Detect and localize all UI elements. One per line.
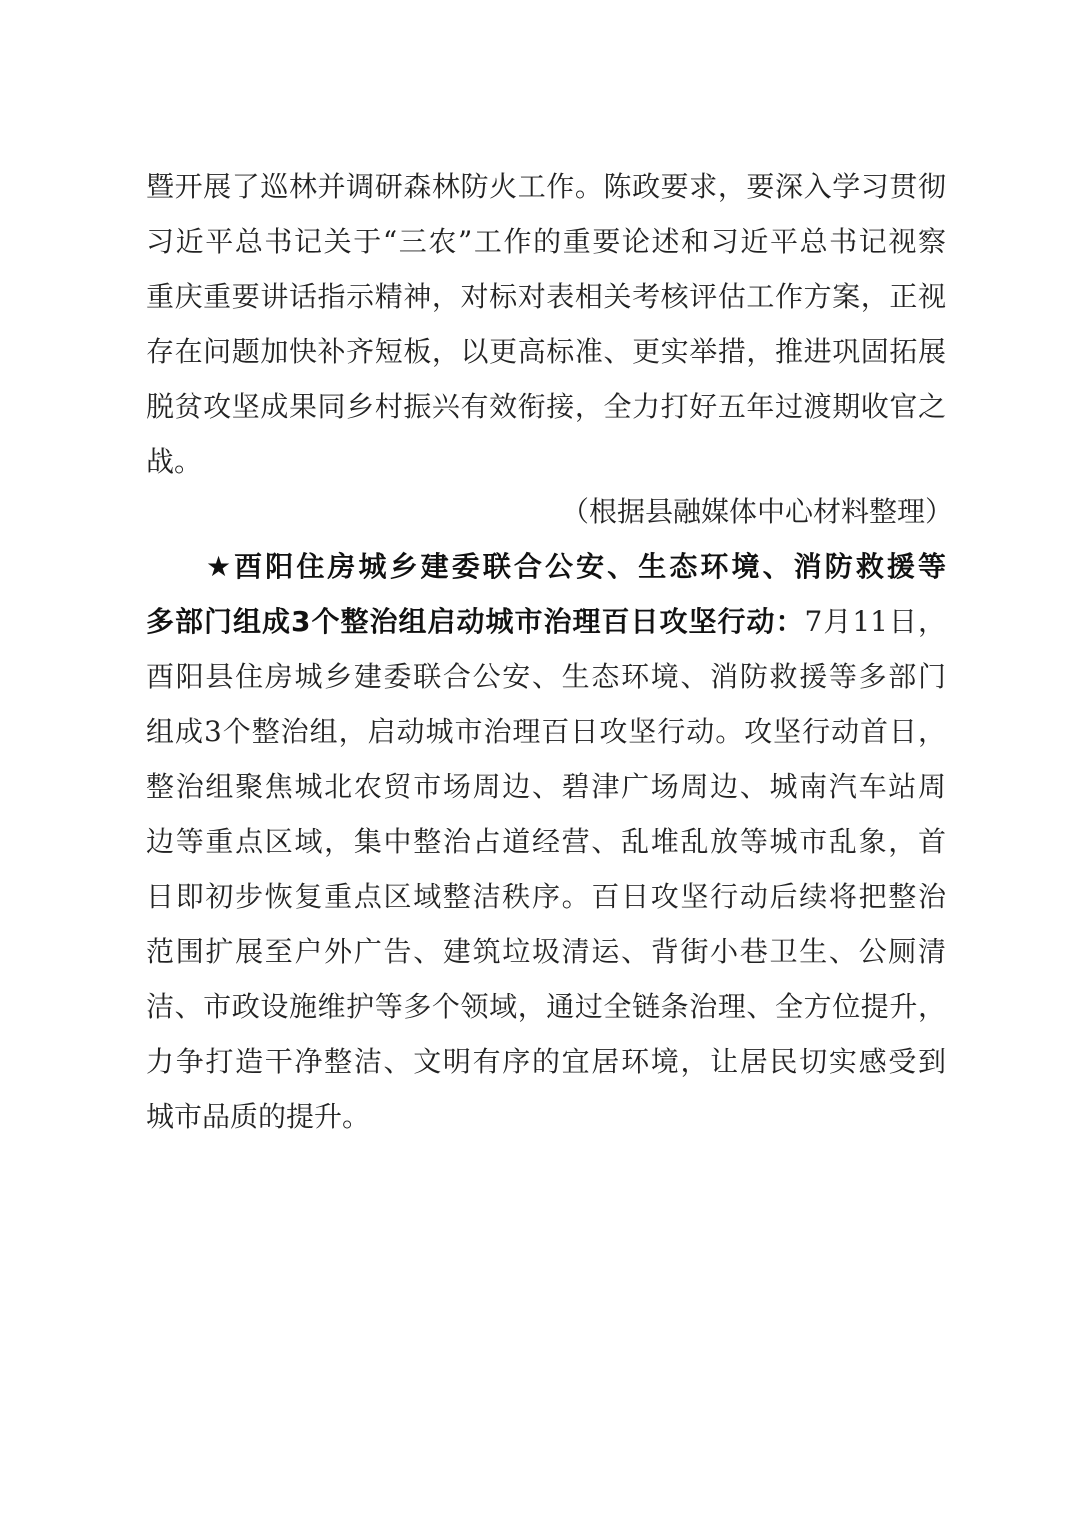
source-note: （根据县融媒体中心材料整理） xyxy=(560,495,953,528)
paragraph-line: 战。 xyxy=(146,445,203,478)
paragraph-line: 脱贫攻坚成果同乡村振兴有效衔接，全力打好五年过渡期收官之 xyxy=(146,390,946,423)
news-body-line: 洁、市政设施维护等多个领域，通过全链条治理、全方位提升， xyxy=(146,990,946,1023)
news-headline-line-1: ★酉阳住房城乡建委联合公安、生态环境、消防救援等 xyxy=(206,550,946,583)
paragraph-line: 重庆重要讲话指示精神，对标对表相关考核评估工作方案，正视 xyxy=(146,280,946,313)
news-body-line: 整治组聚焦城北农贸市场周边、碧津广场周边、城南汽车站周 xyxy=(146,770,946,803)
paragraph-line: 存在问题加快补齐短板，以更高标准、更实举措，推进巩固拓展 xyxy=(146,335,946,368)
news-headline-line-2: 多部门组成3个整治组启动城市治理百日攻坚行动： xyxy=(146,605,805,638)
news-date: 7月11日， xyxy=(804,605,946,638)
news-body-line: 日即初步恢复重点区域整洁秩序。百日攻坚行动后续将把整治 xyxy=(146,880,946,913)
paragraph-line: 习近平总书记关于“三农”工作的重要论述和习近平总书记视察 xyxy=(146,225,946,258)
news-body-line: 酉阳县住房城乡建委联合公安、生态环境、消防救援等多部门 xyxy=(146,660,946,693)
paragraph-line: 暨开展了巡林并调研森林防火工作。陈政要求，要深入学习贯彻 xyxy=(146,170,946,203)
news-body-line: 城市品质的提升。 xyxy=(146,1100,371,1133)
news-headline-line-2-row xyxy=(146,594,946,650)
news-body-line: 范围扩展至户外广告、建筑垃圾清运、背街小巷卫生、公厕清 xyxy=(146,935,946,968)
news-body-line: 边等重点区域，集中整治占道经营、乱堆乱放等城市乱象，首 xyxy=(146,825,946,858)
news-body-line: 组成3个整治组，启动城市治理百日攻坚行动。攻坚行动首日， xyxy=(146,715,946,748)
news-body-line: 力争打造干净整洁、文明有序的宜居环境，让居民切实感受到 xyxy=(146,1045,946,1078)
